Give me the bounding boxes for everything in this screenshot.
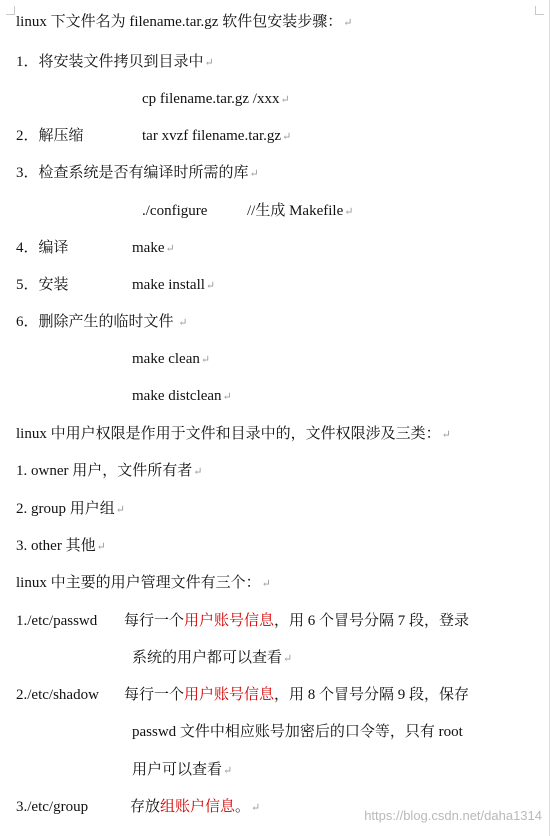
permission-owner: 1. owner 用户，文件所有者↵ — [16, 463, 203, 479]
command-make-clean: make clean↵ — [132, 351, 211, 367]
step-check: 3．检查系统是否有编译时所需的库↵ — [16, 165, 259, 181]
paragraph-mark: ↵ — [343, 17, 353, 29]
file-group-desc: 存放组账户信息。↵ — [130, 799, 261, 815]
file-passwd-desc: 每行一个用户账号信息，用 6 个冒号分隔 7 段，登录 — [124, 613, 470, 629]
file-shadow-desc: 每行一个用户账号信息，用 8 个冒号分隔 9 段，保存 — [124, 687, 470, 703]
command-make-install: make install↵ — [132, 277, 216, 293]
section-title-install: linux 下文件名为 filename.tar.gz 软件包安装步骤：↵ — [16, 14, 353, 30]
permission-other: 3. other 其他↵ — [16, 538, 106, 554]
section-title-user-files: linux 中主要的用户管理文件有三个：↵ — [16, 575, 271, 591]
command-make: make↵ — [132, 240, 175, 256]
command-extract: tar xvzf filename.tar.gz↵ — [142, 128, 292, 144]
section-title-permissions: linux 中用户权限是作用于文件和目录中的，文件权限涉及三类：↵ — [16, 426, 451, 442]
step-clean: 6．删除产生的临时文件 ↵ — [16, 314, 188, 330]
command-configure: ./configure — [142, 203, 208, 219]
command-copy: cp filename.tar.gz /xxx↵ — [142, 91, 290, 107]
file-group-name: 3./etc/group — [16, 799, 89, 815]
file-shadow-name: 2./etc/shadow — [16, 687, 99, 703]
permission-group: 2. group 用户组↵ — [16, 501, 125, 517]
file-shadow-desc-end: 用户可以查看↵ — [132, 762, 233, 778]
file-shadow-desc-cont: passwd 文件中相应账号加密后的口令等，只有 root — [132, 724, 463, 740]
highlight-text: 用户账号信息 — [184, 687, 275, 703]
watermark-url: https://blog.csdn.net/daha1314 — [364, 808, 542, 823]
file-passwd-desc-cont: 系统的用户都可以查看↵ — [132, 650, 293, 666]
file-passwd-name: 1./etc/passwd — [16, 613, 98, 629]
step-copy: 1．将安装文件拷贝到目录中↵ — [16, 54, 214, 70]
command-make-distclean: make distclean↵ — [132, 388, 232, 404]
comment-makefile: //生成 Makefile↵ — [247, 203, 354, 219]
step-install: 5．安装 — [16, 277, 69, 293]
step-compile: 4．编译 — [16, 240, 69, 256]
step-extract: 2．解压缩 — [16, 128, 84, 144]
page-corner-mark — [6, 6, 15, 15]
highlight-text: 组账户信息 — [160, 799, 236, 815]
page-corner-mark — [535, 6, 544, 15]
highlight-text: 用户账号信息 — [184, 613, 275, 629]
